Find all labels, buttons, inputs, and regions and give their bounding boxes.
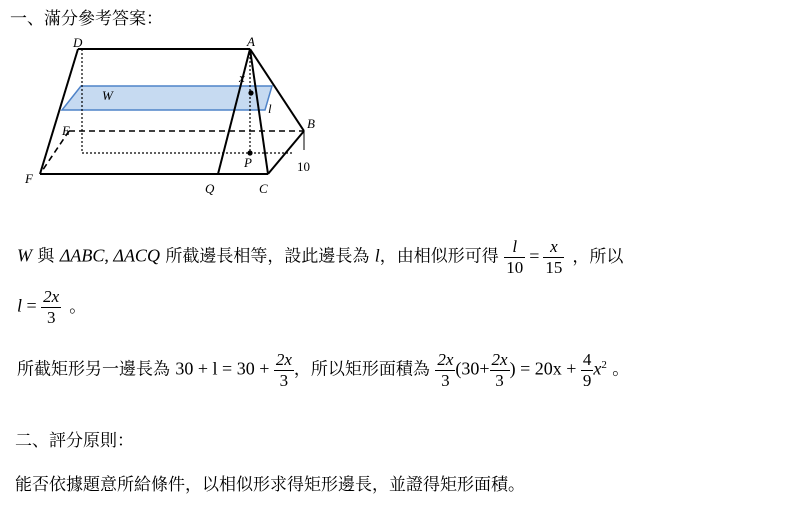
expr-area: ) = 20x + xyxy=(509,358,581,379)
geometry-figure xyxy=(0,30,330,235)
triangle-acq: ΔACQ xyxy=(113,245,160,266)
label-l: l xyxy=(268,101,272,116)
label-c: C xyxy=(259,181,268,196)
label-x: x xyxy=(239,70,245,85)
point-x xyxy=(248,90,253,95)
paragraph-2: l = $\frac{2x}{3}$ 。 xyxy=(17,287,87,327)
label-a: A xyxy=(247,34,255,49)
expr-side-length: 30 + l = 30 + xyxy=(175,358,274,379)
label-10: 10 xyxy=(297,159,310,174)
label-p: P xyxy=(244,155,252,170)
label-q: Q xyxy=(205,181,215,196)
paragraph-3: 所截矩形另一邊長為 30 + l = 30 + $\frac{2x}{3}$ ，所以矩形面積為 $\frac{2x}{3}$ (30+ $\frac{2x}{3}$ ) = 20x + $\frac{4}{9}$ $x^2$ 。 xyxy=(17,350,630,390)
label-d: D xyxy=(73,35,83,50)
label-e: E xyxy=(62,123,70,138)
triangle-abc: ΔABC xyxy=(59,245,105,266)
label-w: W xyxy=(102,88,113,103)
label-f: F xyxy=(25,171,33,186)
fraction-2x-over-3: $\frac{2x}{3}$ xyxy=(43,287,60,327)
edge-ac xyxy=(250,49,268,174)
fraction-l-over-10: $\frac{l}{10}$ xyxy=(506,237,524,277)
l-symbol: l xyxy=(374,245,380,266)
edge-df xyxy=(40,49,78,174)
section-1-title: 一、滿分參考答案： xyxy=(10,9,163,29)
section-2-title: 二、評分原則： xyxy=(15,431,134,451)
label-b: B xyxy=(307,116,315,131)
w-symbol: W xyxy=(17,245,32,266)
paragraph-1: W 與 ΔABC, ΔACQ 所截邊長相等，設此邊長為 l，由相似形可得 $\frac{l}{10}$ = $\frac{x}{15}$ ，所以 xyxy=(17,237,624,277)
scoring-principle-text: 能否依據題意所給條件，以相似形求得矩形邊長，並證得矩形面積。 xyxy=(15,475,525,495)
fraction-x-over-15: $\frac{x}{15}$ xyxy=(545,237,563,277)
